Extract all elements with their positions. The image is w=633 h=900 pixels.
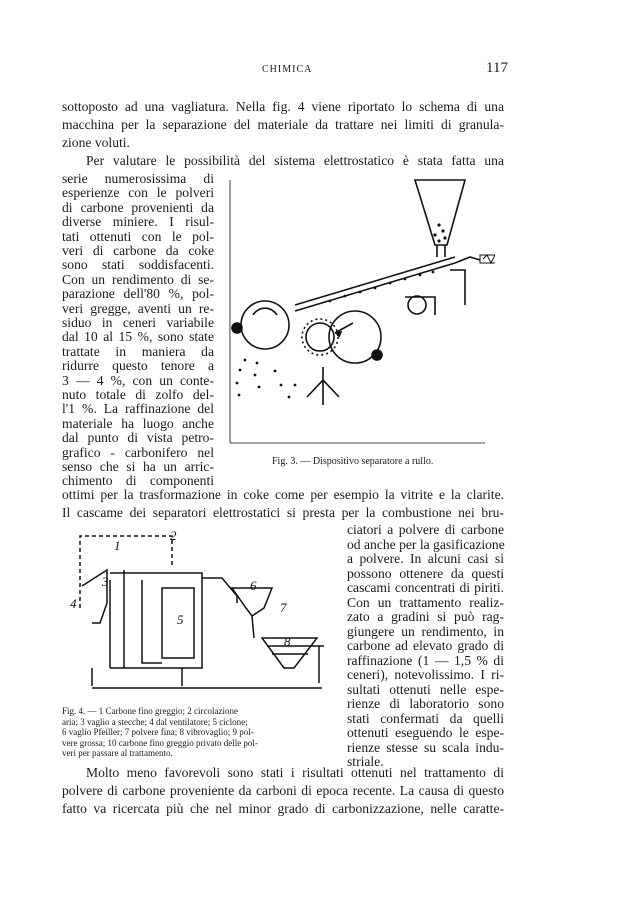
text-line: fatto va ricercata più che nel minor grado di carbonizzazione, nelle caratte-	[62, 801, 504, 816]
text-line: 3 — 4 %, con un conte-	[62, 372, 214, 388]
fig4-label: 5	[177, 612, 184, 627]
text-line: polvere di carbone proveniente da carboni di epoca recente. La causa di questo	[62, 783, 504, 798]
text-line: diverse miniere. I risul-	[62, 214, 214, 230]
text-line: a polvere. In alcuni casi si	[347, 551, 504, 566]
text-line: nuto totale di zolfo del-	[62, 387, 214, 402]
text-line: veri di carbone da coke	[62, 243, 214, 258]
text-line: sottoposto ad una vagliatura. Nella fig. 4 viene riportato lo schema di una	[62, 99, 504, 114]
text-line: Per valutare le possibilità del sistema elettrostatico è stata fatta una	[86, 153, 504, 168]
figure-4-caption-line: aria; 3 vaglio a stecche; 4 dal ventilatore; 5 ciclone;	[62, 716, 248, 727]
text-line: serie numerosissima di	[62, 171, 214, 186]
text-line: parazione dell'80 %, pol-	[62, 286, 214, 302]
text-line: macchina per la separazione del materiale da trattare nei limiti di granula-	[62, 117, 504, 132]
text-line: sono stati soddisfacenti.	[62, 257, 214, 273]
fig4-label: 3	[102, 574, 109, 589]
text-line: grafico - carbonifero nel	[62, 444, 214, 460]
figure-4-caption-line: vere grossa; 10 carbone fino greggio privato delle pol-	[62, 737, 258, 748]
text-line: senso che si ha un arric-	[62, 459, 214, 474]
page-number: 117	[486, 60, 508, 76]
text-line: tati ottenuti con le pol-	[62, 228, 214, 244]
text-line: ridurre questo tenore a	[62, 358, 214, 374]
figure-4-caption-line: 6 vaglio Pfeiller; 7 polvere fina; 8 vibrovaglio; 9 pol-	[62, 727, 254, 737]
text-line: possono ottenere da questi	[347, 565, 504, 581]
text-line: Con un trattamento realiz-	[347, 594, 504, 610]
text-line: rienze stesse su scala indu-	[347, 739, 504, 755]
text-line: trattate in maniera da	[62, 343, 214, 359]
text-line: chimento di componenti	[62, 473, 214, 489]
text-line: Il cascame dei separatori elettrostatici si presta per la combustione nei bru-	[62, 505, 504, 520]
text-line: rienze di laboratorio sono	[347, 696, 504, 711]
text-line: l'1 %. La raffinazione del	[62, 401, 214, 417]
running-header-title: CHIMICA	[262, 64, 313, 75]
text-line: dal 10 al 15 %, sono state	[62, 329, 214, 345]
text-line: veri gregge, aventi un re-	[62, 300, 214, 316]
text-line: stati confermati da quelli	[347, 710, 504, 726]
text-line: ottimi per la trasformazione in coke come per esempio la vitrite e la clarite.	[62, 487, 504, 502]
text-line: materiale ha luogo anche	[62, 415, 214, 431]
text-line: zato a gradini si può rag-	[347, 609, 504, 624]
figure-4-caption-line: Fig. 4. — 1 Carbone fino greggio; 2 circolazione	[62, 706, 238, 716]
text-line: di carbone provenienti da	[62, 199, 214, 215]
text-line: cascami concentrati di piriti.	[347, 580, 504, 595]
text-line: ottenuti eseguendo le espe-	[347, 725, 504, 740]
text-line: sultati ottenuti nelle espe-	[347, 681, 504, 697]
fig4-label: 1	[114, 538, 121, 553]
text-line: striale.	[347, 754, 384, 769]
figure-3-caption: Fig. 3. — Dispositivo separatore a rullo.	[272, 456, 434, 467]
text-line: ciatori a polvere di carbone	[347, 522, 504, 537]
text-line: dal punto di vista petro-	[62, 430, 214, 446]
text-line: esperienze con le polveri	[62, 185, 214, 201]
fig4-label: 6	[250, 578, 257, 593]
text-line: siduo in ceneri variabile	[62, 315, 214, 330]
text-line: od anche per la gasificazione	[347, 536, 505, 552]
text-line: giungere un rendimento, in	[347, 623, 504, 639]
text-line: Molto meno favorevoli sono stati i risultati ottenuti nel trattamento di	[86, 765, 504, 780]
text-line: raffinazione (1 — 1,5 % di	[347, 652, 504, 668]
figure-4-caption-line: veri per passare al trattamento.	[62, 748, 173, 758]
fig4-label: 4	[70, 596, 77, 611]
figure-4-separation-machine	[62, 528, 332, 703]
fig4-label: 8	[284, 634, 291, 649]
fig4-label: 2	[170, 528, 177, 543]
text-line: zione voluti.	[62, 135, 130, 150]
text-line: ceneri), notevolissimo. I ri-	[347, 667, 504, 682]
text-line: Con un rendimento di se-	[62, 271, 214, 287]
fig4-label: 7	[280, 600, 287, 615]
figure-3-roller-separator	[225, 175, 495, 455]
text-line: carbone ad elevato grado di	[347, 638, 504, 653]
